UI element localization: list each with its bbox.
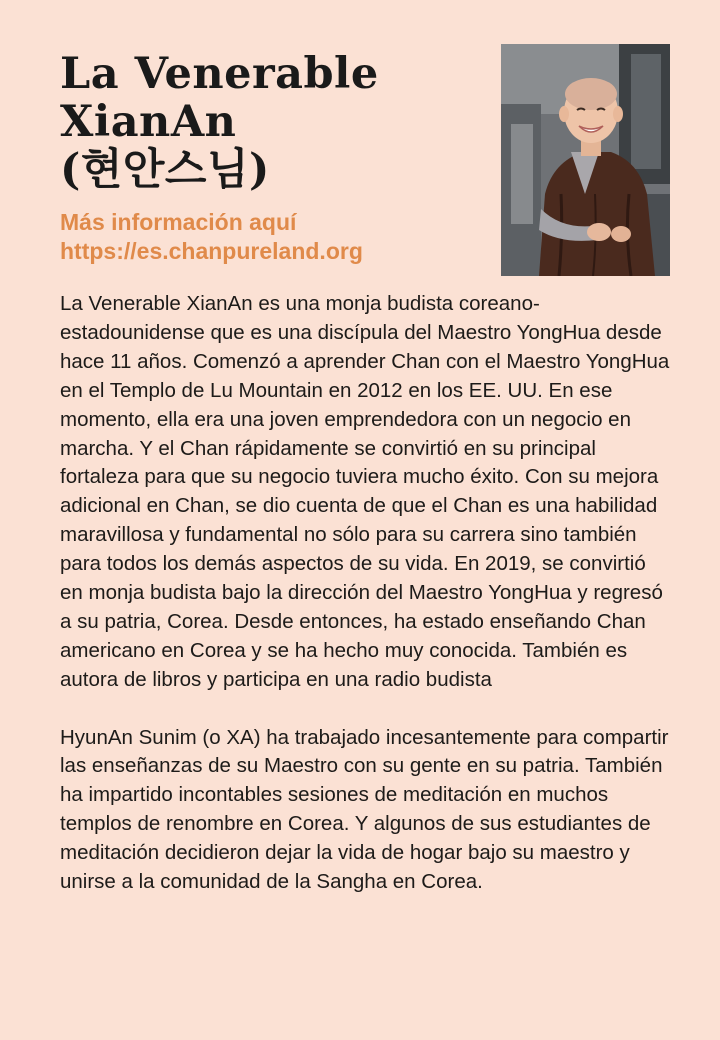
bio-paragraph-1: La Venerable XianAn es una monja budista coreano-estadounidense que es una discípula del Maestro YongHua desde hace 11 años. Comenzó a aprender Chan con el Maestro YongHua en el Templo de Lu Mountain en 2012 en los EE. UU. En ese momento, ella era una joven emprendedora con un negocio en marcha. Y el Chan rápidamente se convirtió en su principal fortaleza para que su negocio tuviera mucho éxito. Con su mejora adicional en Chan, se dio cuenta de que el Chan es una habilidad maravillosa y fundamental no sólo para su carrera sino también para todos los demás aspectos de su vida. En 2019, se convirtió en monja budista bajo la dirección del Maestro YongHua y regresó a su patria, Corea. Desde entonces, ha estado enseñando Chan americano en Corea y se ha hecho muy conocida. También es autora de libros y participa en una radio budista	[60, 292, 670, 691]
more-info	[60, 208, 363, 266]
portrait-photo	[501, 44, 670, 276]
biography	[60, 290, 672, 897]
bio-paragraph-2: HyunAn Sunim (o XA) ha trabajado incesantemente para compartir las enseñanzas de su Maestro con su gente en su patria. También ha impartido incontables sesiones de meditación en muchos templos de renombre en Corea. Y algunos de sus estudiantes de meditación decidieron dejar la vida de hogar bajo su maestro y unirse a la comunidad de la Sangha en Corea.	[60, 725, 669, 894]
title-line-2: XianAn	[60, 97, 237, 147]
portrait-image	[501, 44, 670, 276]
more-info-label: Más información aquí	[60, 209, 297, 235]
title-line-1: La Venerable	[60, 49, 379, 99]
page-title	[60, 50, 480, 194]
title-line-3: (현안스님)	[60, 145, 270, 195]
more-info-link[interactable]: https://es.chanpureland.org	[60, 238, 363, 264]
